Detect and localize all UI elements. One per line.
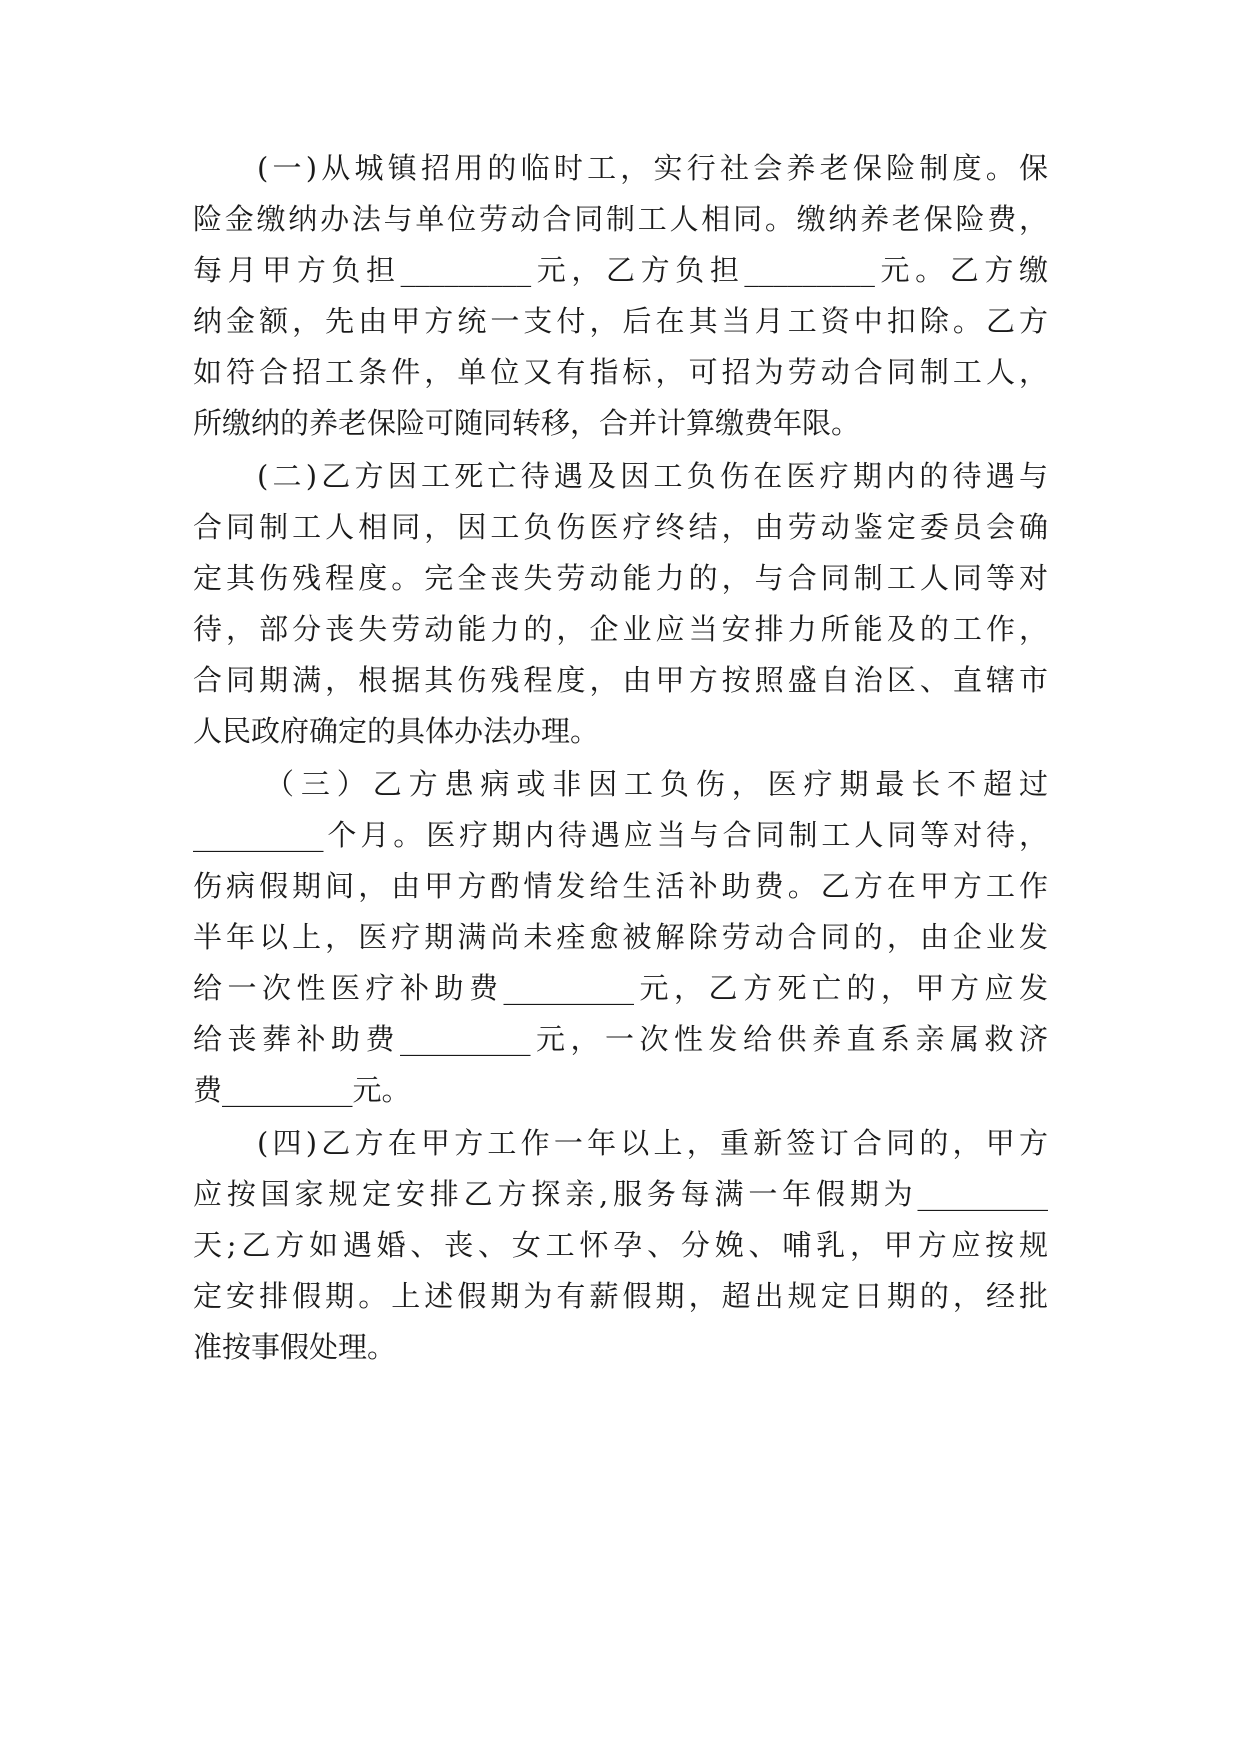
- paragraph-line: 伤病假期间，由甲方酌情发给生活补助费。乙方在甲方工作: [193, 869, 1048, 903]
- paragraph-line: 合同期满，根据其伤残程度，由甲方按照盛自治区、直辖市: [193, 663, 1048, 697]
- paragraph-line: 纳金额，先由甲方统一支付，后在其当月工资中扣除。乙方: [193, 304, 1048, 338]
- paragraph-line: (二)乙方因工死亡待遇及因工负伤在医疗期内的待遇与: [257, 459, 1048, 493]
- paragraph-line: 应按国家规定安排乙方探亲,服务每满一年假期为_________: [193, 1177, 1048, 1211]
- paragraph-line: 定安排假期。上述假期为有薪假期，超出规定日期的，经批: [193, 1279, 1048, 1313]
- paragraph-line: （三）乙方患病或非因工负伤，医疗期最长不超过: [265, 767, 1048, 801]
- paragraph-line: 待，部分丧失劳动能力的，企业应当安排力所能及的工作，: [193, 612, 1048, 646]
- paragraph-line: 给丧葬补助费_________元，一次性发给供养直系亲属救济: [193, 1022, 1048, 1056]
- paragraph-line: 定其伤残程度。完全丧失劳动能力的，与合同制工人同等对: [193, 561, 1048, 595]
- paragraph-line: _________个月。医疗期内待遇应当与合同制工人同等对待，: [193, 818, 1048, 852]
- paragraph-line: 准按事假处理。: [193, 1330, 397, 1364]
- paragraph-line: (四)乙方在甲方工作一年以上，重新签订合同的，甲方: [257, 1126, 1048, 1160]
- paragraph-line: 给一次性医疗补助费_________元，乙方死亡的，甲方应发: [193, 971, 1048, 1005]
- paragraph-line: 天;乙方如遇婚、丧、女工怀孕、分娩、哺乳，甲方应按规: [193, 1228, 1048, 1262]
- paragraph-line: 人民政府确定的具体办法办理。: [193, 714, 600, 748]
- paragraph-line: 费_________元。: [193, 1073, 411, 1107]
- paragraph-line: 合同制工人相同，因工负伤医疗终结，由劳动鉴定委员会确: [193, 510, 1048, 544]
- paragraph-line: 每月甲方负担_________元，乙方负担_________元。乙方缴: [193, 253, 1048, 287]
- paragraph-line: (一)从城镇招用的临时工，实行社会养老保险制度。保: [257, 151, 1048, 185]
- paragraph-line: 半年以上，医疗期满尚未痊愈被解除劳动合同的，由企业发: [193, 920, 1048, 954]
- paragraph-line: 险金缴纳办法与单位劳动合同制工人相同。缴纳养老保险费，: [193, 202, 1048, 236]
- paragraph-line: 如符合招工条件，单位又有指标，可招为劳动合同制工人，: [193, 355, 1048, 389]
- paragraph-line: 所缴纳的养老保险可随同转移，合并计算缴费年限。: [193, 406, 861, 440]
